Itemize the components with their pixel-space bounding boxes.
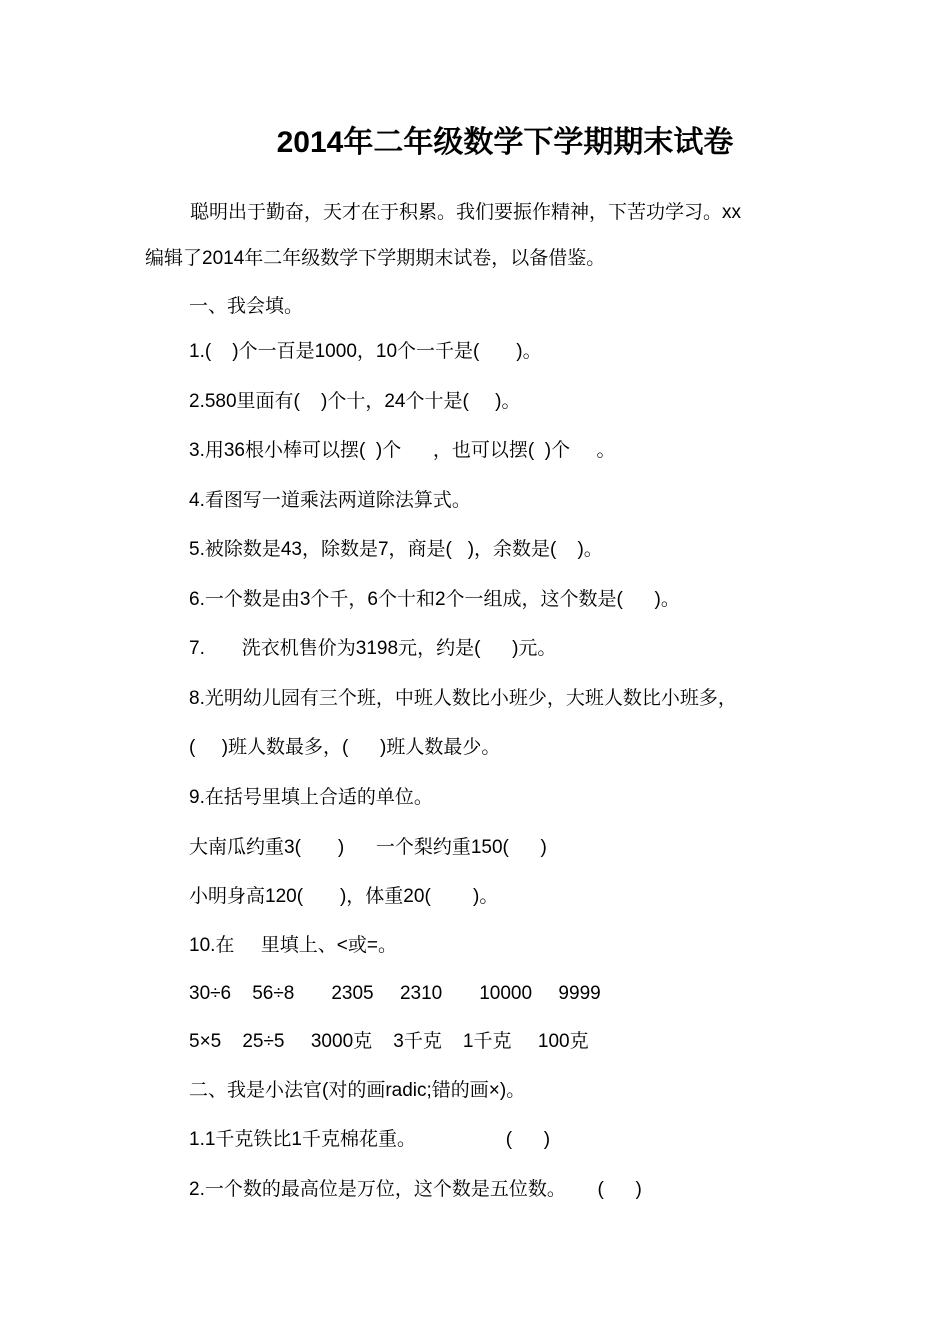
question-line: 1.1千克铁比1千克棉花重。 ( ): [189, 1129, 551, 1150]
question-line: 4.看图写一道乘法两道除法算式。: [189, 490, 471, 511]
comparison-row: 5×5 25÷5 3000克 3千克 1千克 100克: [189, 1031, 589, 1052]
question-line: 8.光明幼儿园有三个班，中班人数比小班少，大班人数比小班多，: [189, 688, 737, 709]
question-line: 2.580里面有( )个十，24个十是( )。: [189, 391, 521, 412]
question-line: 9.在括号里填上合适的单位。: [189, 787, 433, 808]
intro-line: 编辑了2014年二年级数学下学期期末试卷，以备借鉴。: [145, 248, 606, 269]
question-line: 大南瓜约重3( ) 一个梨约重150( ): [189, 837, 547, 858]
section-heading: 二、我是小法官(对的画radic;错的画×)。: [189, 1080, 526, 1101]
document-title: 2014年二年级数学下学期期末试卷: [276, 126, 734, 159]
question-line: 10.在 里填上、<或=。: [189, 935, 397, 956]
question-line: ( )班人数最多，( )班人数最少。: [189, 737, 501, 758]
intro-paragraph: [145, 190, 815, 282]
question-line: 6.一个数是由3个千，6个十和2个一组成，这个数是( )。: [189, 589, 680, 610]
intro-line: 聪明出于勤奋，天才在于积累。我们要振作精神，下苦功学习。xx: [190, 202, 742, 223]
question-line: 小明身高120( )，体重20( )。: [189, 886, 499, 907]
question-line: 1.( )个一百是1000，10个一千是( )。: [189, 341, 542, 362]
question-line: 5.被除数是43，除数是7，商是( )，余数是( )。: [189, 539, 603, 560]
section-heading: 一、我会填。: [189, 296, 304, 317]
question-line: 2.一个数的最高位是万位，这个数是五位数。 ( ): [189, 1179, 642, 1200]
question-line: 7. 洗衣机售价为3198元，约是( )元。: [189, 638, 557, 659]
question-line: 3.用36根小棒可以摆( )个 ，也可以摆( )个 。: [189, 440, 616, 461]
comparison-row: 30÷6 56÷8 2305 2310 10000 9999: [189, 983, 601, 1004]
